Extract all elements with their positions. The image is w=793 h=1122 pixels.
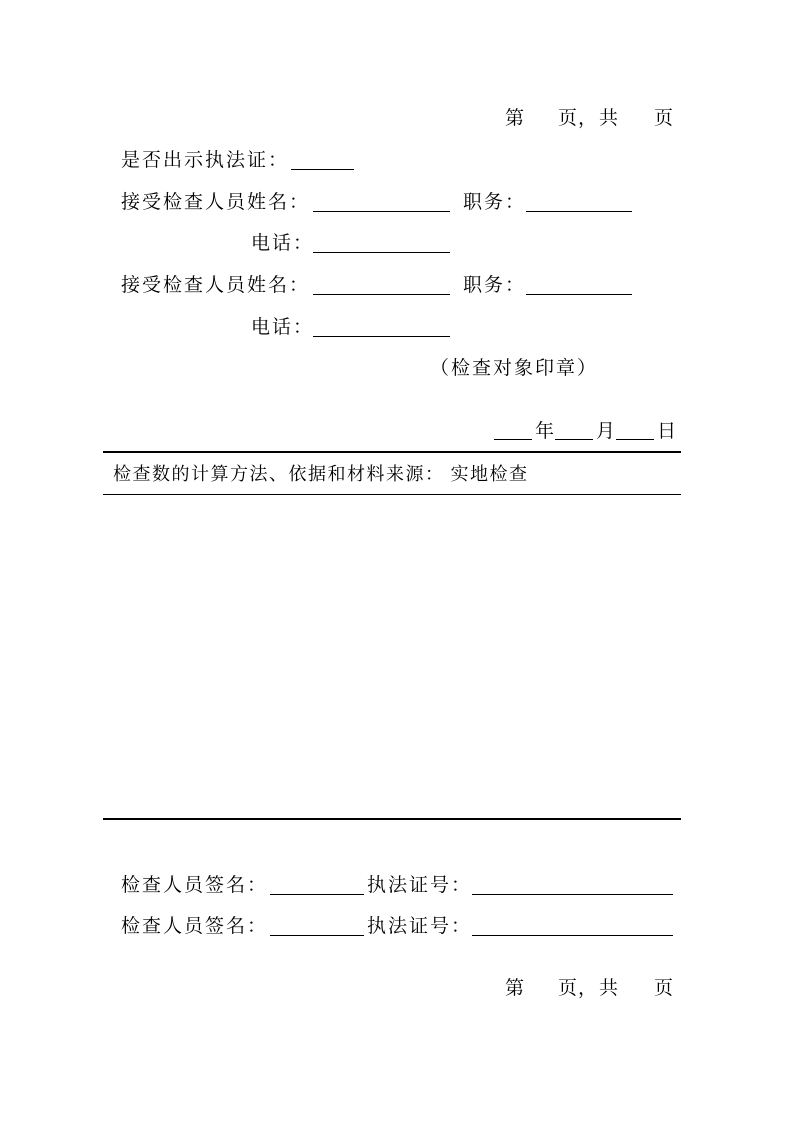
section-divider-top [103,451,681,453]
footer-page-ye: 页 [558,977,580,999]
method-value[interactable]: 实地检查 [450,464,529,485]
page-ye-total: 页 [654,107,676,129]
inspectee-phone-label: 电话： [251,232,315,254]
date-year-field[interactable] [494,439,532,440]
page-number-footer [0,976,793,1000]
inspectee-phone-field-2[interactable] [313,336,450,337]
method-line [113,463,529,487]
footer-page-ye-total: 页 [654,977,676,999]
page-number-header [0,106,793,130]
inspector-signature-field[interactable] [270,894,364,895]
section-divider-bottom [103,818,681,820]
inspectee-position-field[interactable] [526,211,632,212]
inspectee-position-label-2: 职务： [463,274,527,296]
inspector-cert-label: 执法证号： [367,874,473,896]
footer-page-di: 第 [505,977,527,999]
show-certificate-field[interactable] [291,169,354,170]
date-month-label: 月 [596,420,618,442]
page-di: 第 [505,107,527,129]
inspectee-phone-label-2: 电话： [251,316,315,338]
inspector-signature-label: 检查人员签名： [121,874,269,896]
footer-page-gong: ，共 [578,977,621,999]
inspector-cert-label-2: 执法证号： [367,915,473,937]
method-label: 检查数的计算方法、依据和材料来源： [113,464,445,485]
page-gong: ，共 [578,107,621,129]
inspector-signature-label-2: 检查人员签名： [121,915,269,937]
inspectee-position-field-2[interactable] [526,294,632,295]
inspectee-name-field[interactable] [313,211,450,212]
date-month-field[interactable] [555,439,593,440]
section-divider-thin [103,494,681,495]
date-day-label: 日 [657,420,679,442]
inspectee-position-label: 职务： [463,191,527,213]
show-certificate-label: 是否出示执法证： [121,149,290,171]
date-day-field[interactable] [616,439,654,440]
inspector-signature-field-2[interactable] [270,935,364,936]
inspector-cert-field[interactable] [472,894,673,895]
inspectee-name-label-2: 接受检查人员姓名： [121,274,311,296]
inspectee-phone-field[interactable] [313,252,450,253]
method-content-area[interactable] [103,496,681,816]
inspector-cert-field-2[interactable] [472,935,673,936]
inspectee-name-field-2[interactable] [313,294,450,295]
seal-label: （检查对象印章） [430,357,599,379]
page-ye: 页 [558,107,580,129]
inspectee-name-label: 接受检查人员姓名： [121,191,311,213]
date-year-label: 年 [535,420,557,442]
